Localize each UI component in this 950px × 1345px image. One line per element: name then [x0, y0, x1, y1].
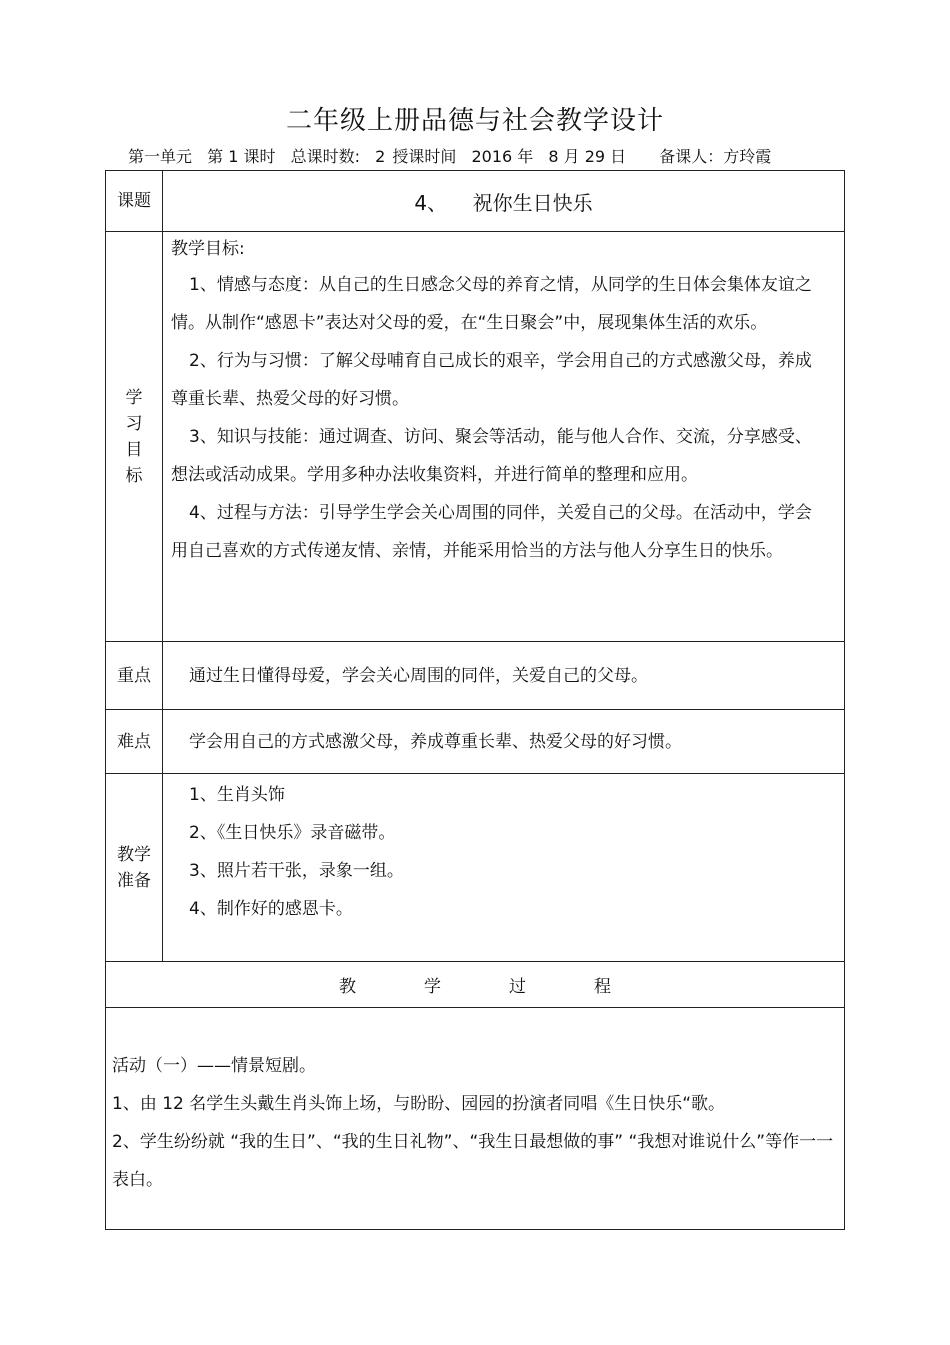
key-point-cell — [163, 642, 844, 709]
topic-row — [106, 171, 844, 232]
difficulty-value: 学会用自己的方式感激父母，养成尊重长辈、热爱父母的好习惯。 — [189, 731, 682, 752]
prep-item: 2、《生日快乐》录音磁带。 — [189, 823, 396, 843]
goals-heading: 教学目标: — [171, 239, 245, 259]
prep-label-line: 准备 — [117, 870, 151, 891]
key-point-label: 重点 — [106, 642, 163, 709]
difficulty-row — [106, 710, 844, 774]
prep-cell — [163, 774, 844, 961]
process-heading — [106, 962, 844, 1007]
unit-label: 第一单元 — [128, 147, 193, 166]
key-point-row — [106, 642, 844, 710]
difficulty-cell — [163, 710, 844, 773]
topic-label: 课题 — [106, 171, 163, 231]
goals-cell — [163, 232, 844, 641]
key-point-value: 通过生日懂得母爱，学会关心周围的同伴，关爱自己的父母。 — [189, 665, 648, 686]
process-content — [112, 1047, 838, 1199]
goals-label-char: 习 — [125, 413, 143, 434]
prep-row — [106, 774, 844, 962]
date-value: 8 月 29 日 — [548, 147, 627, 166]
prep-item: 1、生肖头饰 — [189, 785, 285, 805]
goals-row — [106, 232, 844, 642]
prep-label-line: 教学 — [117, 844, 151, 865]
topic-cell — [163, 171, 844, 231]
process-line: 2、学生纷纷就 “我的生日”、“我的生日礼物”、“我生日最想做的事” “我想对谁说什么”等作一一表白。 — [112, 1132, 834, 1190]
goal-item: 1、情感与态度：从自己的生日感念父母的养育之情，从同学的生日体会集体友谊之情。从制作“感恩卡”表达对父母的爱，在“生日聚会”中，展现集体生活的欢乐。 — [171, 275, 812, 333]
prep-item: 3、照片若干张，录象一组。 — [189, 861, 404, 881]
difficulty-label: 难点 — [106, 710, 163, 773]
goal-item: 3、知识与技能：通过调查、访问、聚会等活动，能与他人合作、交流，分享感受、想法或活动成果。学用多种办法收集资料，并进行简单的整理和应用。 — [171, 427, 812, 485]
activity-title: 活动（一）——情景短剧。 — [112, 1056, 316, 1076]
process-heading-char: 学 — [424, 977, 441, 997]
prep-label — [106, 774, 163, 961]
lesson-plan-table — [105, 170, 845, 1230]
process-heading-char: 程 — [594, 977, 611, 997]
year-value: 2016 年 — [471, 147, 534, 166]
goals-label-char: 学 — [125, 387, 143, 408]
prep-item: 4、制作好的感恩卡。 — [189, 899, 353, 919]
preparer: 备课人：方玲霞 — [659, 147, 772, 166]
process-heading-char: 教 — [339, 977, 356, 997]
process-heading-row — [106, 962, 844, 1008]
goal-item: 4、过程与方法：引导学生学会关心周围的同伴，关爱自己的父母。在活动中，学会用自己喜欢的方式传递友情、亲情，并能采用恰当的方法与他人分享生日的快乐。 — [171, 503, 812, 561]
process-heading-char: 过 — [509, 977, 526, 997]
goals-label — [106, 232, 163, 641]
goals-label-char: 目 — [125, 439, 143, 460]
goals-label-char: 标 — [125, 465, 143, 486]
document-title: 二年级上册品德与社会教学设计 — [285, 106, 664, 136]
total-hours-label: 总课时数: — [290, 147, 360, 166]
lesson-label: 第 1 课时 — [207, 147, 276, 166]
goal-item: 2、行为与习惯：了解父母哺育自己成长的艰辛，学会用自己的方式感激父母，养成尊重长辈、热爱父母的好习惯。 — [171, 351, 812, 409]
total-hours-value: 2 — [375, 147, 386, 166]
lesson-meta-line — [128, 144, 848, 167]
topic-value: 4、 祝你生日快乐 — [414, 190, 593, 215]
teach-time-label: 授课时间 — [392, 147, 457, 166]
process-line: 1、由 12 名学生头戴生肖头饰上场，与盼盼、园园的扮演者同唱《生日快乐“歌。 — [112, 1094, 726, 1114]
